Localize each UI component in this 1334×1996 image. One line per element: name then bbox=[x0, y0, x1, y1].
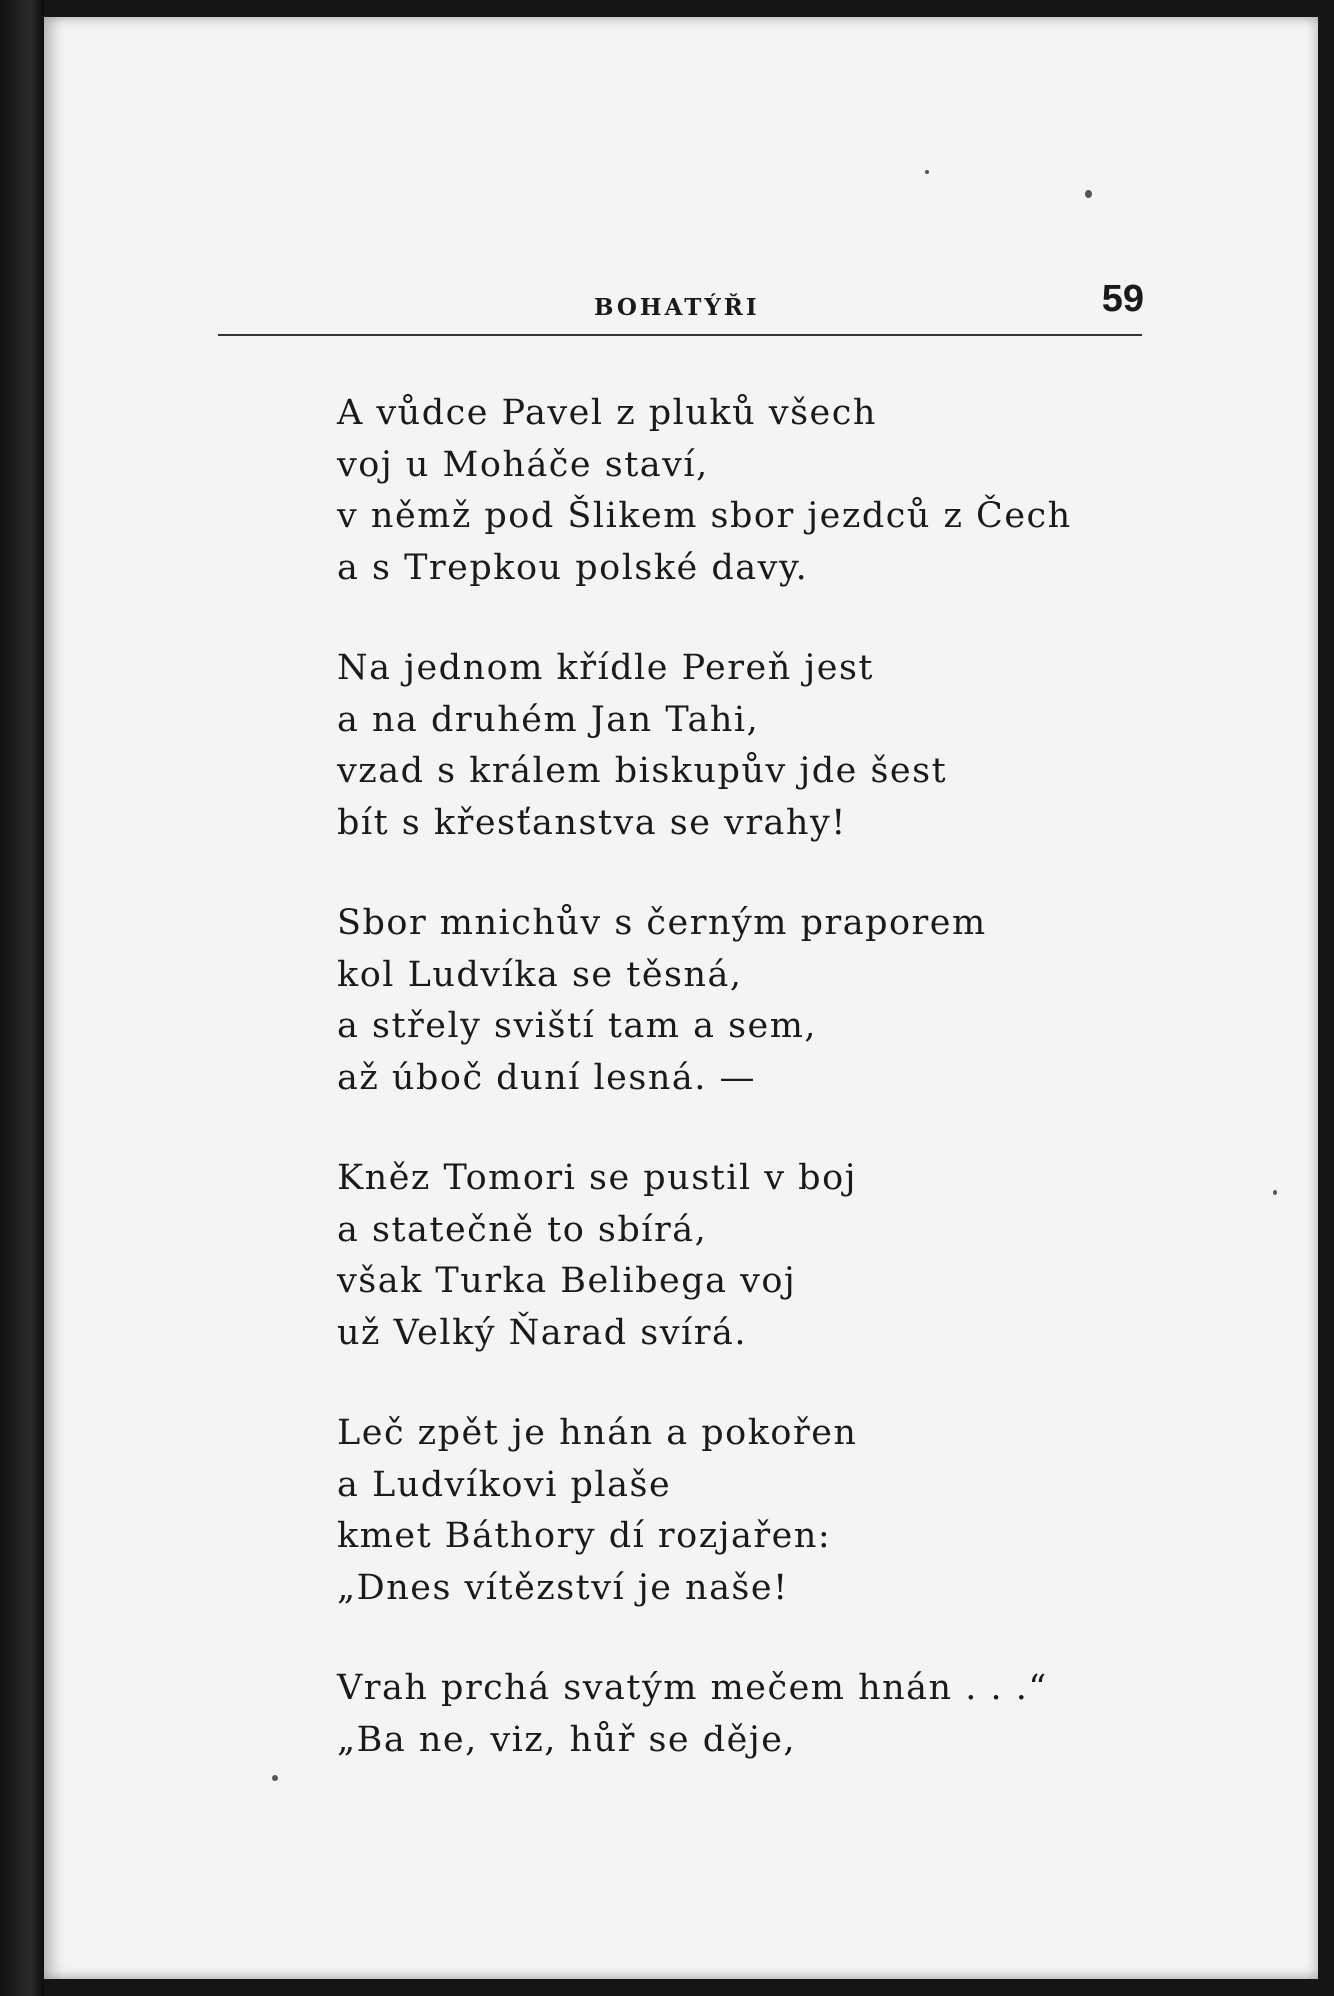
verse-line: kmet Báthory dí rozjařen: bbox=[337, 1516, 832, 1556]
page-header bbox=[218, 278, 1144, 334]
verse-line: voj u Moháče staví, bbox=[337, 444, 709, 485]
verse-line: v němž pod Šlikem sbor jezdců z Čech bbox=[337, 496, 1072, 536]
stanza bbox=[337, 898, 1097, 1104]
verse-line: a statečně to sbírá, bbox=[337, 1209, 708, 1250]
header-rule bbox=[218, 334, 1142, 336]
verse-line: vzad s králem biskupův jde šest bbox=[337, 751, 948, 791]
verse-line: a s Trepkou polské davy. bbox=[337, 547, 809, 588]
stanza bbox=[337, 388, 1097, 594]
book-spine-shadow bbox=[0, 0, 44, 1996]
running-title: BOHATÝŘI bbox=[594, 294, 760, 321]
ink-speck bbox=[925, 170, 929, 174]
verse-line: Na jednom křídle Pereň jest bbox=[337, 648, 874, 688]
verse-line: a na druhém Jan Tahi, bbox=[337, 699, 760, 740]
stanza bbox=[337, 643, 1097, 849]
verse-line: „Ba ne, viz, hůř se děje, bbox=[337, 1719, 797, 1760]
stanza bbox=[337, 1408, 1097, 1614]
verse-line: Kněz Tomori se pustil v boj bbox=[337, 1158, 857, 1198]
verse-line: už Velký Ňarad svírá. bbox=[337, 1312, 747, 1353]
verse-line: kol Ludvíka se těsná, bbox=[337, 954, 743, 995]
stanza bbox=[337, 1663, 1097, 1766]
verse-line: a střely sviští tam a sem, bbox=[337, 1006, 818, 1046]
poem bbox=[337, 388, 1097, 1815]
stanza bbox=[337, 1153, 1097, 1359]
verse-line: a Ludvíkovi plaše bbox=[337, 1464, 672, 1505]
verse-line: bít s křesťanstva se vrahy! bbox=[337, 802, 847, 843]
verse-line: Vrah prchá svatým mečem hnán . . .“ bbox=[337, 1668, 1048, 1708]
ink-speck bbox=[272, 1775, 278, 1781]
verse-line: „Dnes vítězství je naše! bbox=[337, 1567, 789, 1608]
verse-line: až úboč duní lesná. — bbox=[337, 1057, 757, 1098]
page-number: 59 bbox=[1101, 278, 1144, 320]
ink-speck bbox=[1273, 1190, 1277, 1195]
verse-line: Sbor mnichův s černým praporem bbox=[337, 903, 987, 943]
verse-line: A vůdce Pavel z pluků všech bbox=[337, 393, 877, 433]
ink-speck bbox=[1085, 190, 1092, 198]
verse-line: Leč zpět je hnán a pokořen bbox=[337, 1413, 858, 1453]
verse-line: však Turka Belibega voj bbox=[337, 1261, 797, 1301]
